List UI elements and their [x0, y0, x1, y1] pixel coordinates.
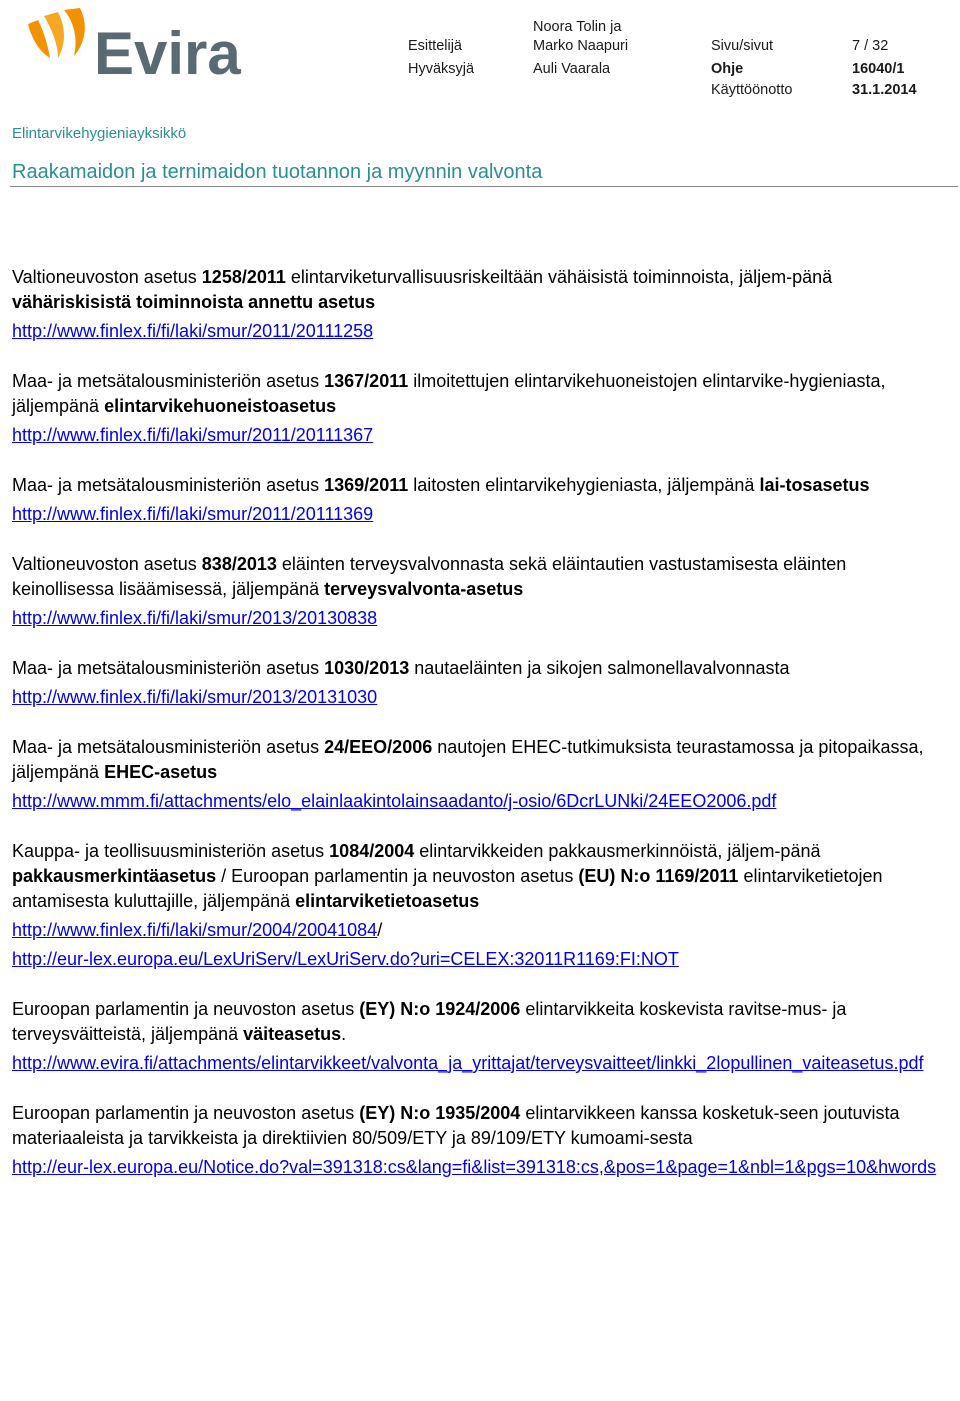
regulation-entry — [12, 1101, 942, 1180]
approver-label: Hyväksyjä — [408, 61, 475, 77]
regulation-emphasis: lai-tosasetus — [759, 475, 870, 495]
regulation-link-row — [12, 502, 942, 527]
regulation-emphasis: EHEC-asetus — [104, 762, 218, 782]
regulation-text-part: Maa- ja metsätalousministeriön asetus — [12, 475, 325, 495]
evira-logo — [18, 6, 278, 82]
regulation-text-part: Valtioneuvoston asetus — [12, 267, 202, 287]
regulation-text-part: elintarvikkeen kanssa kosketuk-seen joutuvista materiaaleista ja tarvikkeista ja direktiivien 80/509/ETY ja 89/109/ETY kumoami-sesta — [12, 1103, 900, 1148]
regulation-emphasis: (EU) N:o 1169/2011 — [578, 866, 739, 886]
regulation-text — [12, 656, 942, 681]
regulation-text-part: . — [341, 1024, 347, 1044]
regulation-link[interactable]: http://www.finlex.fi/fi/laki/smur/2004/20041084 — [12, 920, 378, 940]
regulation-link[interactable]: http://www.evira.fi/attachments/elintarvikkeet/valvonta_ja_yrittajat/terveysvaitteet/linkki_2lopullinen_vaiteasetus.pdf — [12, 1053, 924, 1073]
regulation-link-row — [12, 685, 942, 710]
regulation-emphasis: 1084/2004 — [329, 841, 415, 861]
regulation-text-part: ilmoitettujen elintarvikehuoneistojen elintarvike-hygieniasta, jäljempänä — [12, 371, 886, 416]
regulation-text — [12, 369, 942, 419]
regulation-link[interactable]: http://eur-lex.europa.eu/Notice.do?val=391318:cs&lang=fi&list=391318:cs,&pos=1&page=1&nbl=1&pgs=10&hwords — [12, 1157, 937, 1177]
page-value: 7 / 32 — [852, 38, 889, 54]
presenter-name-2: Marko Naapuri — [533, 38, 629, 54]
regulation-emphasis: 24/EEO/2006 — [324, 737, 433, 757]
regulation-emphasis: pakkausmerkintäasetus — [12, 866, 217, 886]
regulation-text — [12, 265, 942, 315]
regulation-text-part: nautojen EHEC-tutkimuksista teurastamossa ja pitopaikassa, jäljempänä — [12, 737, 924, 782]
regulation-text-part: Maa- ja metsätalousministeriön asetus — [12, 658, 325, 678]
regulation-link-row — [12, 918, 942, 943]
regulation-text-part: elintarviketietojen antamisesta kuluttajille, jäljempänä — [12, 866, 883, 911]
regulation-text-part: Maa- ja metsätalousministeriön asetus — [12, 737, 325, 757]
regulation-emphasis: elintarvikehuoneistoasetus — [104, 396, 337, 416]
regulation-link[interactable]: http://www.finlex.fi/fi/laki/smur/2011/20111367 — [12, 425, 374, 445]
regulation-link-row — [12, 789, 942, 814]
presenter-label: Esittelijä — [408, 38, 462, 54]
deploy-date: 31.1.2014 — [852, 82, 917, 98]
deploy-label: Käyttöönotto — [711, 82, 793, 98]
regulation-entry — [12, 656, 942, 710]
regulation-emphasis: 1030/2013 — [324, 658, 410, 678]
doc-number: 16040/1 — [852, 61, 905, 77]
regulation-emphasis: 1369/2011 — [324, 475, 409, 495]
regulation-link[interactable]: http://www.finlex.fi/fi/laki/smur/2013/20130838 — [12, 608, 378, 628]
regulation-emphasis: vähäriskisistä toiminnoista annettu asetus — [12, 292, 376, 312]
regulation-text-part: elintarviketurvallisuusriskeiltään vähäisistä toiminnoista, jäljem-pänä — [285, 267, 833, 287]
regulation-emphasis: väiteasetus — [243, 1024, 342, 1044]
unit-name: Elintarvikehygieniayksikkö — [12, 125, 187, 142]
regulation-text-part: nautaeläinten ja sikojen salmonellavalvonnasta — [409, 658, 790, 678]
regulation-text-part: Euroopan parlamentin ja neuvoston asetus — [12, 1103, 360, 1123]
regulation-emphasis: 838/2013 — [201, 554, 277, 574]
header-divider — [10, 186, 958, 187]
link-separator: / — [377, 920, 383, 940]
regulation-emphasis: 1367/2011 — [324, 371, 409, 391]
regulation-text-part: Kauppa- ja teollisuusministeriön asetus — [12, 841, 330, 861]
regulation-link-row — [12, 1051, 942, 1076]
regulation-text-part: / Euroopan parlamentin ja neuvoston asetus — [216, 866, 579, 886]
regulation-text-part: Euroopan parlamentin ja neuvoston asetus — [12, 999, 360, 1019]
regulation-emphasis: (EY) N:o 1935/2004 — [359, 1103, 521, 1123]
regulation-entry — [12, 997, 942, 1076]
regulation-emphasis: 1258/2011 — [201, 267, 286, 287]
svg-text:Evira: Evira — [94, 20, 241, 82]
regulation-emphasis: terveysvalvonta-asetus — [324, 579, 524, 599]
regulation-text — [12, 473, 942, 498]
regulation-link[interactable]: http://eur-lex.europa.eu/LexUriServ/LexUriServ.do?uri=CELEX:32011R1169:FI:NOT — [12, 949, 679, 969]
regulation-entry — [12, 265, 942, 344]
regulation-link[interactable]: http://www.finlex.fi/fi/laki/smur/2013/20131030 — [12, 687, 378, 707]
regulation-text-part: elintarvikkeita koskevista ravitse-mus- ja terveysväitteistä, jäljempänä — [12, 999, 847, 1044]
page-label: Sivu/sivut — [711, 38, 774, 54]
doc-type: Ohje — [711, 61, 744, 77]
regulation-entry — [12, 369, 942, 448]
regulation-link[interactable]: http://www.mmm.fi/attachments/elo_elainlaakintolainsaadanto/j-osio/6DcrLUNki/24EEO2006.pdf — [12, 791, 777, 811]
regulation-emphasis: elintarviketietoasetus — [295, 891, 480, 911]
regulation-list — [12, 265, 942, 1205]
regulation-link[interactable]: http://www.finlex.fi/fi/laki/smur/2011/20111369 — [12, 504, 374, 524]
regulation-text — [12, 997, 942, 1047]
regulation-text — [12, 735, 942, 785]
regulation-emphasis: (EY) N:o 1924/2006 — [359, 999, 521, 1019]
regulation-entry — [12, 735, 942, 814]
regulation-link-row — [12, 423, 942, 448]
regulation-link-row — [12, 1155, 942, 1180]
regulation-link-row — [12, 947, 942, 972]
regulation-text — [12, 552, 942, 602]
regulation-link-row — [12, 606, 942, 631]
regulation-link[interactable]: http://www.finlex.fi/fi/laki/smur/2011/20111258 — [12, 321, 374, 341]
regulation-text — [12, 1101, 942, 1151]
regulation-text-part: elintarvikkeiden pakkausmerkinnöistä, jäljem-pänä — [414, 841, 821, 861]
regulation-text-part: Valtioneuvoston asetus — [12, 554, 202, 574]
regulation-text — [12, 839, 942, 914]
regulation-entry — [12, 473, 942, 527]
regulation-text-part: eläinten terveysvalvonnasta sekä eläintautien vastustamisesta eläinten keinollisessa lisäämisessä, jäljempänä — [12, 554, 847, 599]
regulation-text-part: laitosten elintarvikehygieniasta, jäljempänä — [408, 475, 760, 495]
presenter-name-1: Noora Tolin ja — [533, 19, 622, 35]
regulation-entry — [12, 552, 942, 631]
regulation-text-part: Maa- ja metsätalousministeriön asetus — [12, 371, 325, 391]
regulation-link-row — [12, 319, 942, 344]
regulation-entry — [12, 839, 942, 972]
approver-name: Auli Vaarala — [533, 61, 611, 77]
document-title: Raakamaidon ja ternimaidon tuotannon ja myynnin valvonta — [12, 161, 543, 183]
